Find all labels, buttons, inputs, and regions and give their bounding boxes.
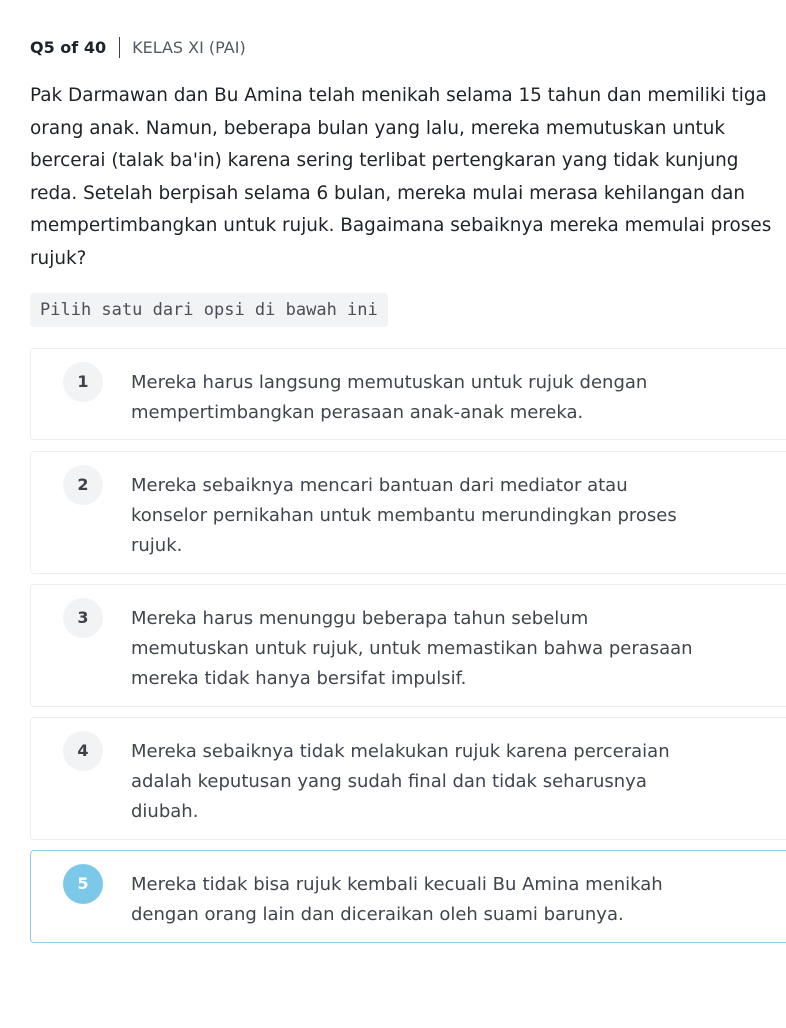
option-text: Mereka tidak bisa rujuk kembali kecuali Bu Amina menikah dengan orang lain dan diceraikan oleh suami barunya.: [131, 874, 663, 925]
option-text: Mereka sebaiknya tidak melakukan rujuk karena perceraian adalah keputusan yang sudah final dan tidak seharusnya diubah.: [131, 741, 670, 822]
question-counter: Q5 of 40: [30, 37, 107, 57]
question-header: [30, 34, 246, 60]
option-text: Mereka sebaiknya mencari bantuan dari mediator atau konselor pernikahan untuk membantu merundingkan proses rujuk.: [131, 475, 677, 556]
answer-option-3[interactable]: [30, 584, 786, 707]
course-label: KELAS XI (PAI): [132, 37, 246, 57]
option-text: Mereka harus langsung memutuskan untuk rujuk dengan mempertimbangkan perasaan anak-anak mereka.: [131, 372, 648, 423]
answer-option-1[interactable]: [30, 348, 786, 440]
answer-option-5[interactable]: [30, 850, 786, 943]
option-number-badge: 3: [63, 598, 103, 638]
question-text: Pak Darmawan dan Bu Amina telah menikah selama 15 tahun dan memiliki tiga orang anak. Namun, beberapa bulan yang lalu, mereka memutuskan untuk bercerai (talak ba'in) karena sering terlibat pertengkaran yang tidak kunjung reda. Setelah berpisah selama 6 bulan, mereka mulai merasa kehilangan dan mempertimbangkan untuk rujuk. Bagaimana sebaiknya mereka memulai proses rujuk?: [30, 85, 772, 269]
option-number-badge: 4: [63, 731, 103, 771]
instruction-hint: Pilih satu dari opsi di bawah ini: [30, 293, 388, 327]
option-number-badge: 1: [63, 362, 103, 402]
option-text: Mereka harus menunggu beberapa tahun sebelum memutuskan untuk rujuk, untuk memastikan bahwa perasaan mereka tidak hanya bersifat impulsif.: [131, 608, 693, 689]
option-number-badge: 2: [63, 465, 103, 505]
answer-option-2[interactable]: [30, 451, 786, 574]
option-number-badge: 5: [63, 864, 103, 904]
answer-option-4[interactable]: [30, 717, 786, 840]
header-divider: [119, 37, 120, 58]
